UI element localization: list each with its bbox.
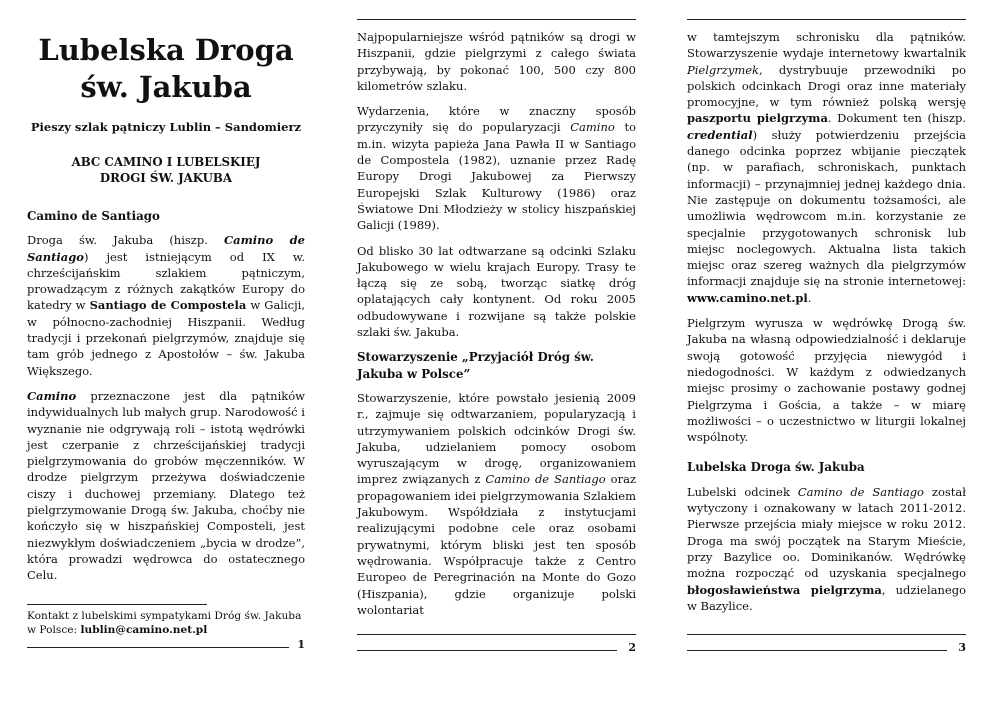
- paragraph: Najpopularniejsze wśród pątników są drogi w Hiszpanii, gdzie pielgrzymi z całego świata przybywają, by pokonać 100, 500 czy 800 kilometrów szlaku.: [357, 30, 636, 93]
- text: w Galicji, w północno-zachodniej Hiszpanii. Według tradycji i przekonań pielgrzymów, znajduje się tam grób jednego z Apostołów – św. Jakuba Większego.: [27, 298, 305, 378]
- title-line-1: Lubelska Droga: [38, 33, 294, 67]
- paragraph: [357, 103, 636, 233]
- text: Droga św. Jakuba (hiszp.: [27, 233, 224, 248]
- paragraph: Pielgrzym wyrusza w wędrówkę Drogą św. Jakuba na własną odpowiedzialność i deklaruje swoją gotowość przyjęcia niewygód i niedogodności. W każdym z odwiedzanych miejsc prosimy o zachowanie postawy godnej Pielgrzyma i Gościa, a także – w miarę możliwości – o uczestnictwo w liturgii lokalnej wspólnoty.: [687, 316, 966, 445]
- page-number: 3: [958, 641, 966, 654]
- footnote-rule: [27, 604, 207, 605]
- paragraph: [27, 232, 305, 379]
- text: Lubelski odcinek: [687, 484, 798, 499]
- paragraph: [357, 390, 636, 618]
- text: , dystrybuuje przewodniki po polskich odcinkach Drogi oraz inne materiały promocyjne, w tym również polską wersję: [687, 62, 966, 110]
- text: ) jest istniejącym od IX w. chrześcijańskim szlakiem pątniczym, prowadzącym z różnych zakątków Europy do katedry w: [27, 249, 305, 313]
- title: [27, 32, 305, 106]
- page-1-body: [27, 208, 305, 593]
- page-1: [27, 0, 305, 701]
- section-heading-camino: Camino de Santiago: [27, 209, 160, 223]
- abc-line-2: DROGI ŚW. JAKUBA: [99, 171, 233, 185]
- contact-note: [27, 609, 305, 637]
- term-blogoslawienstwo: błogosławieństwa pielgrzyma: [687, 582, 882, 597]
- footer-rule: [357, 650, 617, 651]
- contact-email[interactable]: lublin@camino.net.pl: [80, 624, 208, 636]
- header-rule: [357, 19, 636, 20]
- paragraph: Od blisko 30 lat odtwarzane są odcinki Szlaku Jakubowego w wielu krajach Europy. Trasy te łączą się ze sobą, tworząc siatkę dróg oplatających cały kontynent. Od roku 2005 odbudowywane i rozwijane są także polskie szlaki św. Jakuba.: [357, 243, 636, 340]
- text: . Dokument ten (hiszp.: [827, 111, 966, 126]
- bottom-rule: [687, 634, 966, 635]
- website-link[interactable]: www.camino.net.pl: [687, 290, 808, 305]
- subtitle: Pieszy szlak pątniczy Lublin – Sandomierz: [30, 120, 302, 134]
- term-camino: Camino: [27, 388, 77, 403]
- abc-line-1: ABC CAMINO I LUBELSKIEJ: [71, 155, 261, 169]
- page-2: [357, 0, 636, 701]
- term-pielgrzymek: Pielgrzymek: [687, 62, 759, 77]
- section-heading-association: Stowarzyszenie „Przyjaciół Dróg św. Jakuba w Polsce”: [357, 350, 594, 381]
- text: Wydarzenia, które w znaczny sposób przyczyniły się do popularyzacji: [357, 104, 636, 135]
- term-camino-de-santiago: Camino de Santiago: [27, 233, 305, 264]
- text: oraz propagowaniem idei pielgrzymowania Szlakiem Jakubowym. Współdziała z instytucjami realizującymi podobne cele oraz osobami prywatnymi, którym bliski jest ten sposób wędrowania. Współpracuje także z Centro Europeo de Peregrinación na Monte do Gozo (Hiszpania), gdzie organizuje polski wolontariat: [357, 472, 636, 617]
- footer-rule: [27, 647, 289, 648]
- text: , udzielanego w Bazylice.: [687, 582, 966, 613]
- header-rule: [687, 19, 966, 20]
- text: Stowarzyszenie, które powstało jesienią 2009 r., zajmuje się odtwarzaniem, popularyzacją i utrzymywaniem polskich odcinków Drogi św. Jakuba, udzielaniem pomocy osobom wyruszającym w drogę, organizowaniem imprez związanych z: [357, 390, 636, 487]
- page-2-body: [357, 29, 636, 627]
- term-santiago-de-compostela: Santiago de Compostela: [89, 298, 247, 313]
- title-line-2: św. Jakuba: [80, 70, 252, 104]
- page-1-header: [27, 32, 305, 186]
- paragraph: [687, 484, 966, 614]
- paragraph: [27, 388, 305, 584]
- footer-rule: [687, 650, 947, 651]
- term-credential: credential: [687, 127, 753, 142]
- term-camino: Camino: [570, 120, 615, 135]
- text: przeznaczone jest dla pątników indywidualnych lub małych grup. Narodowość i wyznanie nie odgrywają roli – istotą wędrówki jest czerpanie z chrześcijańskiej tradycji pielgrzymowania do grobów męczenników. W drodze pielgrzym przeżywa doświadczenie ciszy i duchowej przemiany. Dlatego też pielgrzymowanie Drogą św. Jakuba, choćby nie kończyło się w hiszpańskiej Composteli, jest niezwykłym doświadczeniem „bycia w drodze”, która prowadzi wędrowca do ostatecznego Celu.: [27, 388, 305, 583]
- page-number: 2: [628, 641, 636, 654]
- text: to m.in. wizyta papieża Jana Pawła II w Santiago de Compostela (1982), uznanie przez Radę Europy Drogi Jakubowej za Pierwszy Europejski Szlak Kulturowy (1986) oraz Światowe Dni Młodzieży w stolicy hiszpańskiej Galicji (1989).: [357, 120, 637, 233]
- section-heading-lublin: Lubelska Droga św. Jakuba: [687, 460, 865, 475]
- page-3-body: [687, 29, 966, 623]
- page-3: [687, 0, 966, 701]
- term-paszport-pielgrzyma: paszportu pielgrzyma: [687, 111, 828, 126]
- text: .: [807, 290, 812, 305]
- contact-text: Kontakt z lubelskimi sympatykami Dróg św. Jakuba w Polsce:: [27, 610, 302, 636]
- bottom-rule: [357, 634, 636, 635]
- text: w tamtejszym schronisku dla pątników. Stowarzyszenie wydaje internetowy kwartalnik: [687, 30, 966, 61]
- term-camino-de-santiago: Camino de Santiago: [797, 484, 924, 499]
- paragraph: [687, 29, 966, 306]
- text: został wytyczony i oznakowany w latach 2011-2012. Pierwsze przejścia miały miejsce w roku 2012. Droga ma swój początek na Starym Mieście, przy Bazylice oo. Dominikanów. Wędrówkę można rozpocząć od uzyskania specjalnego: [687, 484, 966, 581]
- page-number: 1: [297, 638, 305, 651]
- term-camino-de-santiago: Camino de Santiago: [485, 472, 606, 487]
- abc-heading: [27, 154, 305, 186]
- text: ) służy potwierdzeniu przejścia danego odcinka poprzez wbijanie pieczątek (np. w parafiach, schroniskach, punktach informacji) – przynajmniej jednej każdego dnia. Nie zastępuje on dokumentu tożsamości, ale umożliwia wędrowcom m.in. korzystanie ze specjalnie przygotowanych schronisk lub miejsc noclegowych. Aktualna lista takich miejsc oraz szereg ważnych dla pielgrzymów informacji znajduje się na stronie internetowej:: [687, 127, 966, 289]
